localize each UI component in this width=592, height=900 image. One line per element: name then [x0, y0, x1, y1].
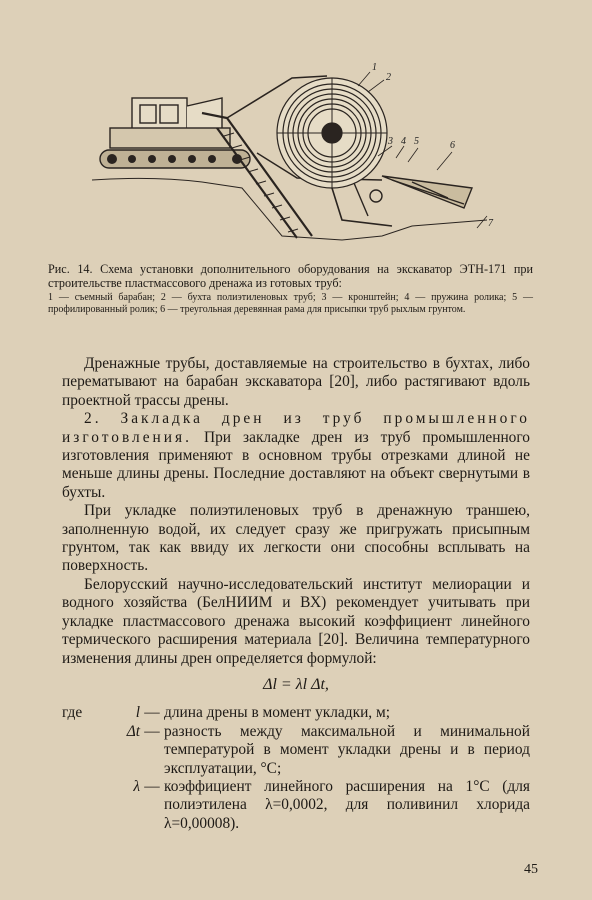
definition-row: [62, 704, 530, 722]
page-number: 45: [524, 862, 538, 877]
caption-title: Рис. 14. Схема установки дополнительного оборудования на экскаватор ЭТН-171 при строительстве пластмассового дренажа из готовых труб:: [48, 262, 533, 290]
section-heading: 2. Закладка дрен из труб промышленного изготовления.: [62, 410, 530, 446]
excavator-diagram: [92, 58, 512, 258]
paragraph-3: При укладке полиэтиленовых труб в дренажную траншею, заполненную водой, их следует сразу же пригружать присыпным грунтом, так как ввиду их легкости они способны всплывать на поверхность.: [62, 502, 530, 575]
figure-label-1: 1: [372, 62, 377, 73]
definition-row: [62, 723, 530, 778]
figure-label-2: 2: [386, 72, 391, 83]
definitions-list: [62, 704, 530, 833]
figure-label-4: 4: [401, 136, 406, 147]
definition-text: коэффициент линейного расширения на 1°С (для полиэтилена λ=0,0002, для поливинил хлорида λ=0,00008).: [164, 777, 530, 832]
paragraph-4: Белорусский научно-исследовательский институт мелиорации и водного хозяйства (БелНИИМ и ВХ) рекомендует учитывать при укладке пластмассового дренажа высокий коэффициент линейного термического расширения материала [20]. Величина температурного изменения длины дрен определяется формулой:: [62, 575, 530, 667]
paragraph-2-text: При закладке дрен из труб промышленного изготовления применяют в основном трубы отрезками длиной не меньше длины дрены. Последние доставляют на объект свернутыми в бухты.: [62, 428, 530, 501]
definition-text: разность между максимальной и минимальной температурой в момент укладки дрены и в период эксплуатации, °С;: [164, 722, 530, 777]
definition-text: длина дрены в момент укладки, м;: [164, 704, 391, 722]
figure-label-6: 6: [450, 140, 455, 151]
paragraph-1: Дренажные трубы, доставляемые на строительство в бухтах, либо перематывают на барабан экскаватора [20], либо растягивают вдоль проектной трассы дрены.: [62, 355, 530, 409]
symbol: Δt: [126, 722, 140, 740]
where-label: где: [62, 704, 83, 722]
figure-label-5: 5: [414, 136, 419, 147]
dash: —: [144, 777, 160, 795]
figure-label-7: 7: [488, 218, 493, 229]
figure-label-3: 3: [388, 136, 393, 147]
figure-caption: [48, 262, 533, 316]
caption-legend: 1 — съемный барабан; 2 — бухта полиэтиленовых труб; 3 — кронштейн; 4 — пружина ролика; 5 — профилированный ролик; 6 — треугольная деревянная рама для присыпки труб рыхлым грунтом.: [48, 292, 533, 315]
symbol: l: [135, 704, 140, 722]
body-text: [62, 355, 530, 833]
definition-row: [62, 778, 530, 833]
formula: Δl = λl Δt,: [263, 675, 329, 693]
dash: —: [144, 704, 160, 722]
symbol: λ: [133, 777, 140, 795]
dash: —: [144, 722, 160, 740]
paragraph-2: [62, 410, 530, 502]
